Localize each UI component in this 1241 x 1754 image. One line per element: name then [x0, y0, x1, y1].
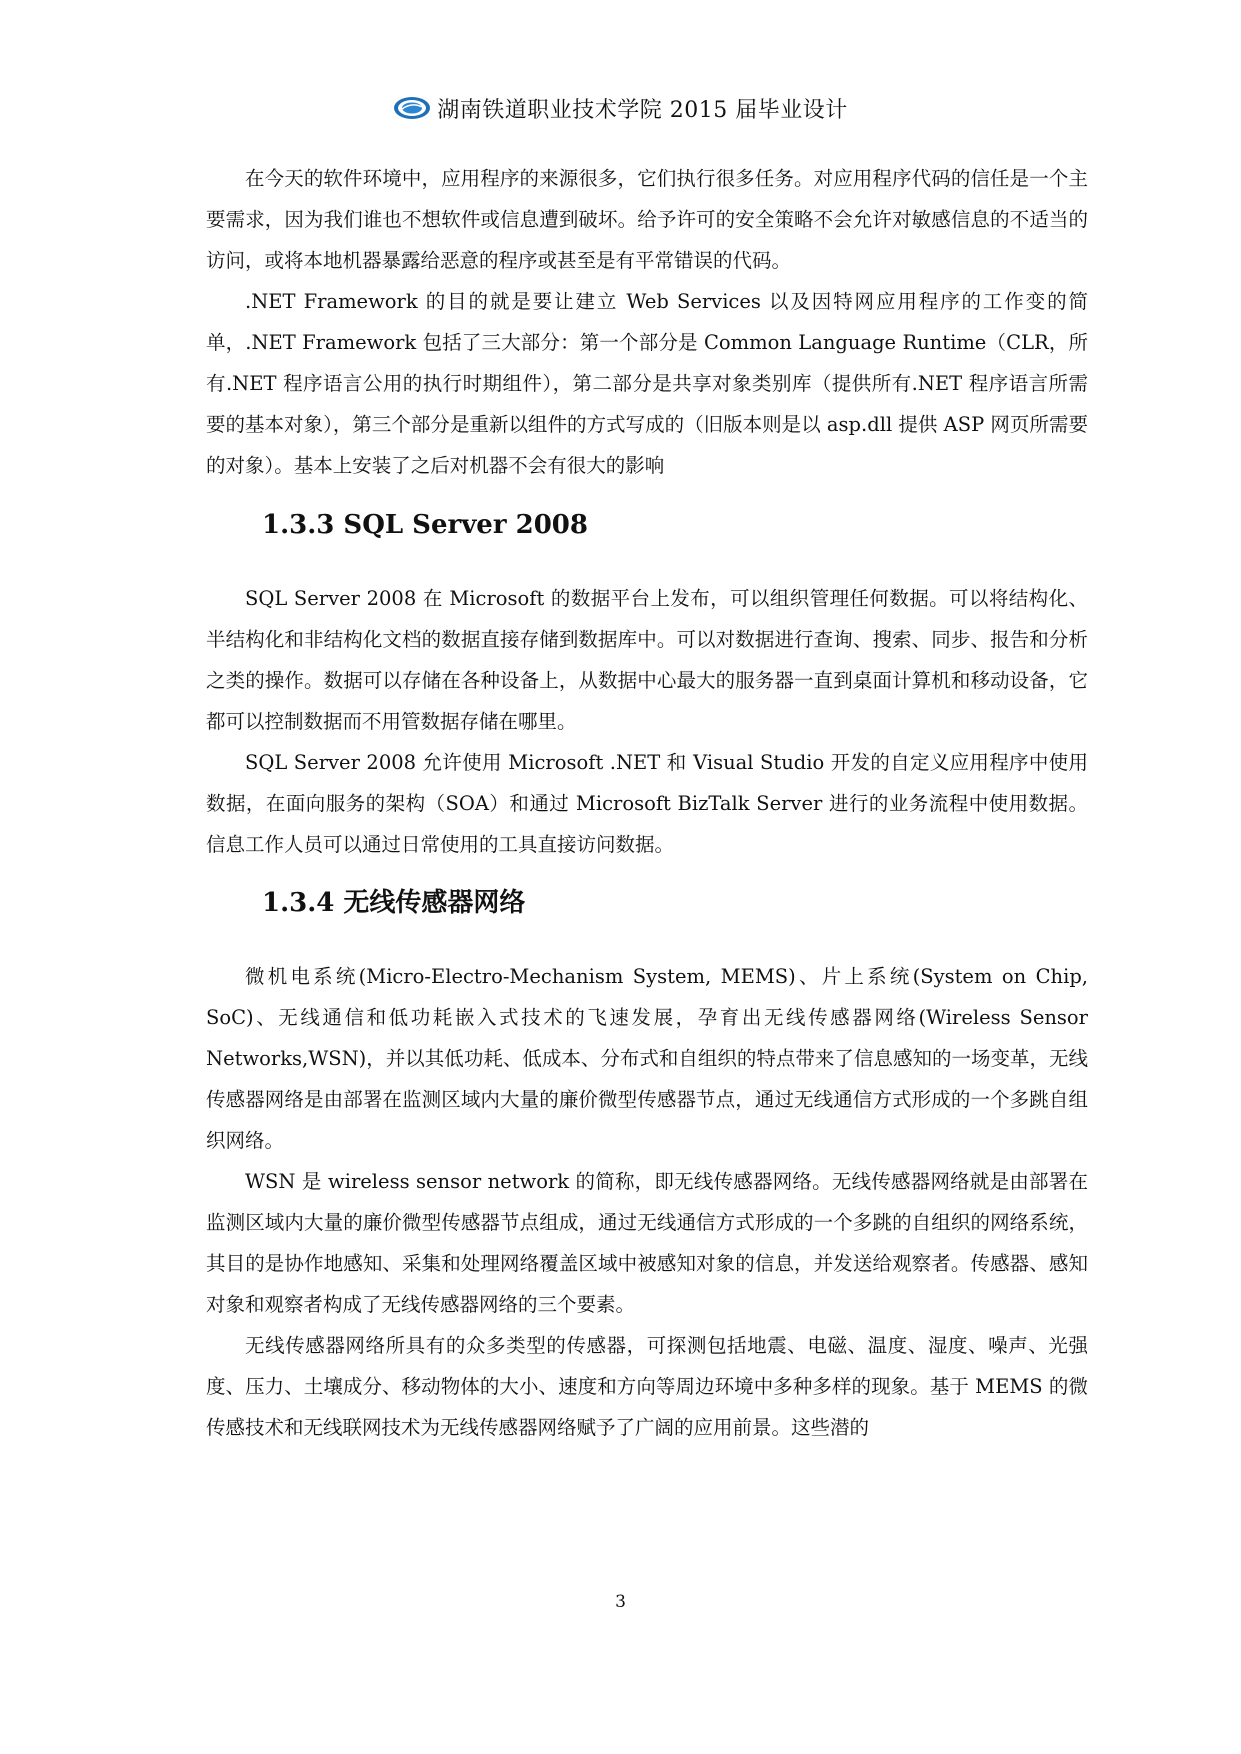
section-heading-wsn: 1.3.4 无线传感器网络 — [262, 888, 526, 918]
page-header-inner — [393, 93, 847, 124]
body-paragraph: WSN 是 wireless sensor network 的简称，即无线传感器网络。无线传感器网络就是由部署在监测区域内大量的廉价微型传感器节点组成，通过无线通信方式形成的一个多跳的自组织的网络系统，其目的是协作地感知、采集和处理网络覆盖区域中被感知对象的信息，并发送给观察者。传感器、感知对象和观察者构成了无线传感器网络的三个要素。 — [206, 1170, 1088, 1316]
body-paragraph: 在今天的软件环境中，应用程序的来源很多，它们执行很多任务。对应用程序代码的信任是一个主要需求，因为我们谁也不想软件或信息遭到破坏。给予许可的安全策略不会允许对敏感信息的不适当的访问，或将本地机器暴露给恶意的程序或甚至是有平常错误的代码。 — [206, 167, 1088, 272]
page-body — [206, 158, 1088, 1448]
header-title: 湖南铁道职业技术学院 2015 届毕业设计 — [437, 97, 848, 123]
section-heading-sql-server: 1.3.3 SQL Server 2008 — [262, 510, 588, 540]
page-header — [0, 88, 1241, 128]
body-paragraph: .NET Framework 的目的就是要让建立 Web Services 以及因特网应用程序的工作变的简单，.NET Framework 包括了三大部分：第一个部分是 Common Language Runtime（CLR，所有.NET 程序语言公用的执行时期组件），第二部分是共享对象类别库（提供所有.NET 程序语言所需要的基本对象），第三个部分是重新以组件的方式写成的（旧版本则是以 asp.dll 提供 ASP 网页所需要的对象）。基本上安装了之后对机器不会有很大的影响 — [206, 290, 1088, 477]
page-number: 3 — [615, 1592, 626, 1612]
body-paragraph: SQL Server 2008 允许使用 Microsoft .NET 和 Visual Studio 开发的自定义应用程序中使用数据，在面向服务的架构（SOA）和通过 Microsoft BizTalk Server 进行的业务流程中使用数据。信息工作人员可以通过日常使用的工具直接访问数据。 — [206, 751, 1088, 856]
body-paragraph: 无线传感器网络所具有的众多类型的传感器，可探测包括地震、电磁、温度、湿度、噪声、光强度、压力、土壤成分、移动物体的大小、速度和方向等周边环境中多种多样的现象。基于 MEMS 的微传感技术和无线联网技术为无线传感器网络赋予了广阔的应用前景。这些潜的 — [206, 1334, 1088, 1439]
body-paragraph: 微机电系统(Micro-Electro-Mechanism System, MEMS)、片上系统(System on Chip, SoC)、无线通信和低功耗嵌入式技术的飞速发展，孕育出无线传感器网络(Wireless Sensor Networks,WSN)，并以其低功耗、低成本、分布式和自组织的特点带来了信息感知的一场变革，无线传感器网络是由部署在监测区域内大量的廉价微型传感器节点，通过无线通信方式形成的一个多跳自组织网络。 — [206, 965, 1088, 1152]
college-emblem-icon — [393, 96, 431, 120]
body-paragraph: SQL Server 2008 在 Microsoft 的数据平台上发布，可以组织管理任何数据。可以将结构化、半结构化和非结构化文档的数据直接存储到数据库中。可以对数据进行查询、搜索、同步、报告和分析之类的操作。数据可以存储在各种设备上，从数据中心最大的服务器一直到桌面计算机和移动设备，它都可以控制数据而不用管数据存储在哪里。 — [206, 587, 1088, 733]
